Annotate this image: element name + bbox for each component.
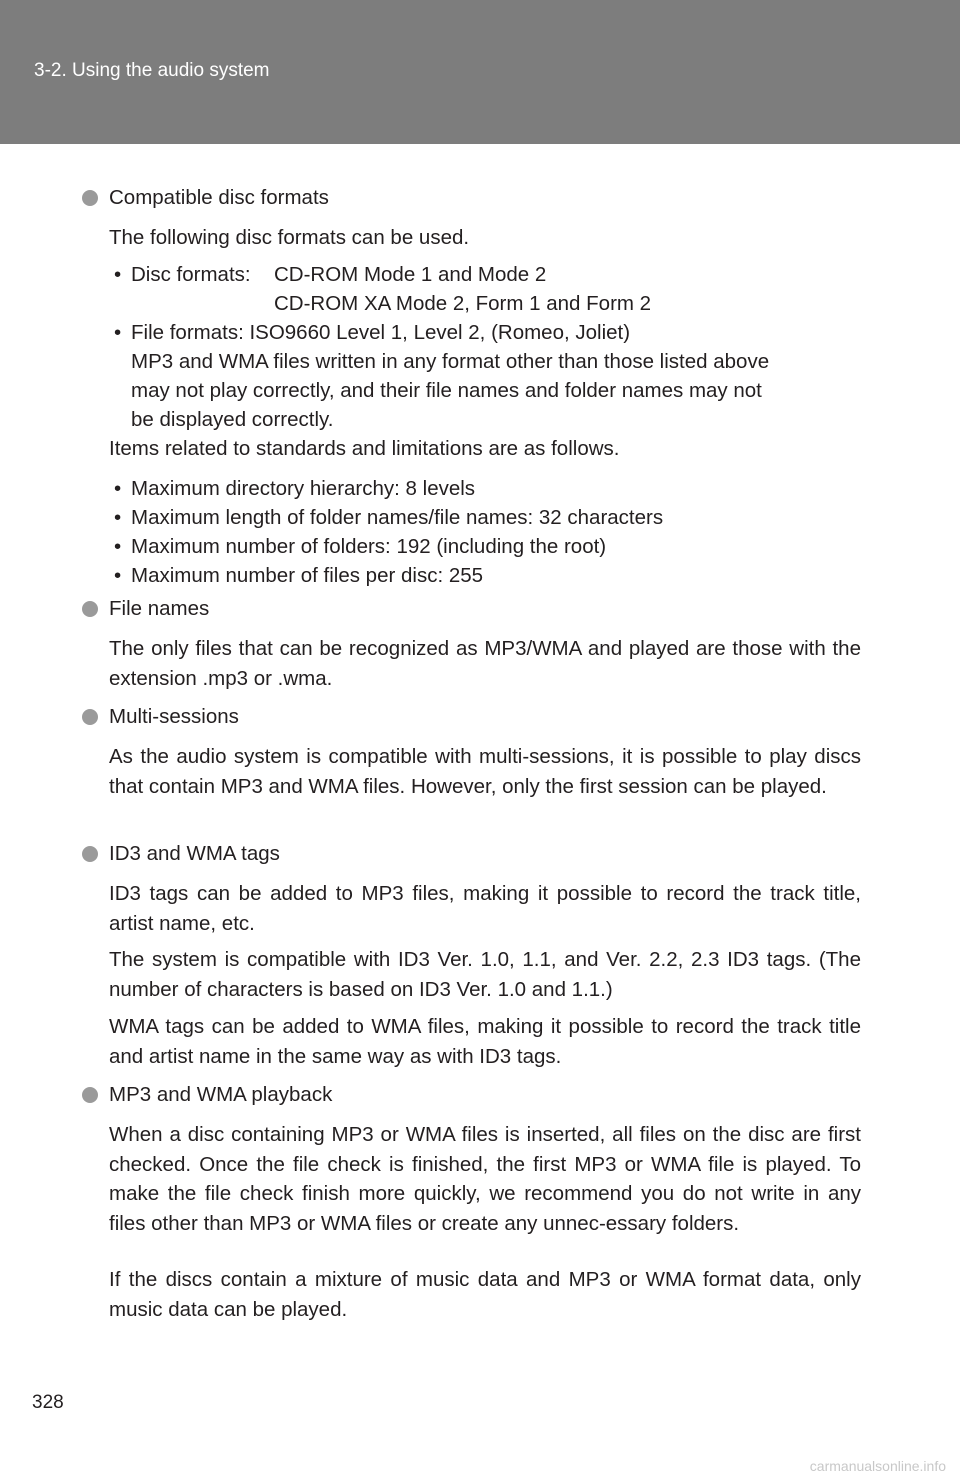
bullet-icon [80,598,100,618]
file-formats-note-2: may not play correctly, and their file names and folder names may not [131,379,762,402]
list-bullet [114,321,121,345]
list-bullet [114,564,121,588]
list-bullet [114,535,121,559]
id3-text-1: ID3 tags can be added to MP3 files, making it possible to record the track title, artist name, etc. [109,882,861,935]
section-title: 3-2. Using the audio system [34,60,270,81]
id3-text-2: The system is compatible with ID3 Ver. 1.0, 1.1, and Ver. 2.2, 2.3 ID3 tags. (The number of characters is based on ID3 Ver. 1.0 and 1.1.) [109,948,861,1001]
list-bullet [114,506,121,530]
file-formats: File formats: ISO9660 Level 1, Level 2, (Romeo, Joliet) [131,321,631,344]
watermark: carmanualsonline.info [809,1458,946,1474]
playback-text-2: If the discs contain a mixture of music data and MP3 or WMA format data, only music data can be played. [109,1268,861,1321]
bullet-icon [80,1084,100,1104]
file-formats-note-3: be displayed correctly. [131,408,334,431]
limit-item: Maximum number of files per disc: 255 [131,564,484,587]
heading-compatible: Compatible disc formats [109,186,329,209]
disc-formats-2: CD-ROM XA Mode 2, Form 1 and Form 2 [274,292,652,315]
limit-item: Maximum number of folders: 192 (including the root) [131,535,607,558]
disc-formats-1: CD-ROM Mode 1 and Mode 2 [274,263,547,286]
heading-id3: ID3 and WMA tags [109,842,280,865]
limits-intro: Items related to standards and limitations are as follows. [109,437,620,460]
limit-item: Maximum directory hierarchy: 8 levels [131,477,476,500]
heading-playback: MP3 and WMA playback [109,1083,333,1106]
multi-sessions-text: As the audio system is compatible with multi-sessions, it is possible to play discs that contain MP3 and WMA files. However, only the first session can be played. [109,745,861,798]
heading-file-names: File names [109,597,210,620]
bullet-icon [80,706,100,726]
disc-formats-label: Disc formats: [131,263,251,286]
page-number: 328 [32,1392,64,1413]
bullet-icon [80,843,100,863]
bullet-icon [80,187,100,207]
playback-text-1: When a disc containing MP3 or WMA files is inserted, all files on the disc are first checked. Once the file check is finished, the first MP3 or WMA file is played. To make the file check finish more quickly, we recommend you do not write in any files other than MP3 or WMA files or create any unnec-essary folders. [109,1123,861,1235]
heading-multi-sessions: Multi-sessions [109,705,239,728]
file-names-text: The only files that can be recognized as MP3/WMA and played are those with the extension .mp3 or .wma. [109,637,861,690]
file-formats-note-1: MP3 and WMA files written in any format other than those listed above [131,350,770,373]
page-header [0,0,960,144]
id3-text-3: WMA tags can be added to WMA files, making it possible to record the track title and artist name in the same way as with ID3 tags. [109,1015,861,1068]
list-bullet [114,263,121,287]
compatible-intro: The following disc formats can be used. [109,226,470,249]
limit-item: Maximum length of folder names/file names: 32 characters [131,506,664,529]
list-bullet [114,477,121,501]
